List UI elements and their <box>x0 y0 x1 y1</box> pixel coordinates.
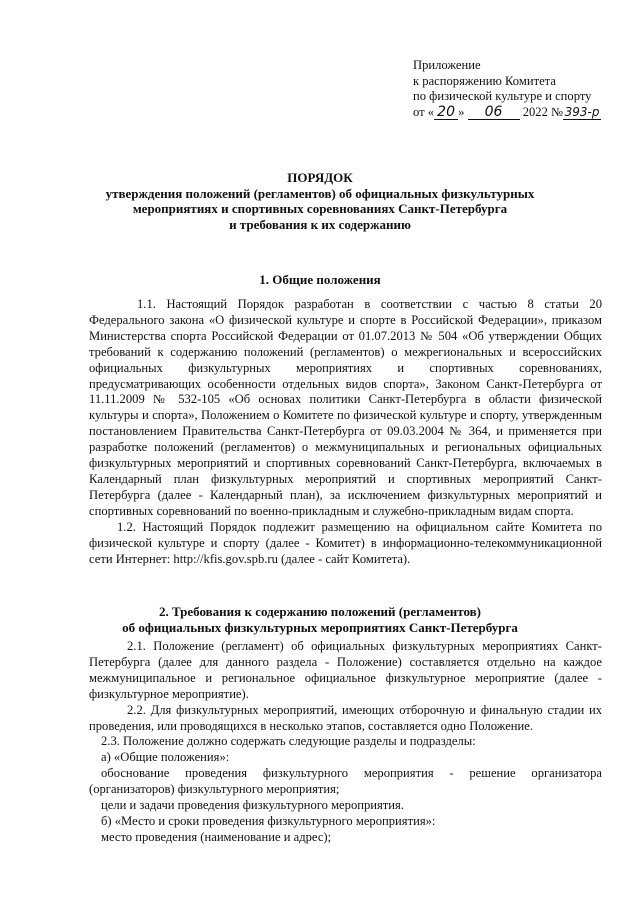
date-day-close: » <box>458 104 465 119</box>
section-2-heading-line-1: 2. Требования к содержанию положений (регламентов) <box>158 604 482 619</box>
title-line-1: ПОРЯДОК <box>287 170 353 185</box>
date-prefix: от « <box>413 104 435 119</box>
paragraph-2-1: 2.1. Положение (регламент) об официальных физкультурных мероприятиях Санкт-Петербурга (далее для данного раздела - Положение) составляется отдельно на каждое межмуниципальное и региональное официальное физкультурное мероприятие (далее - физкультурное мероприятие). <box>89 639 602 701</box>
date-day: 20 <box>434 106 458 120</box>
appendix-date-line <box>413 105 601 121</box>
section-2-heading <box>80 604 560 635</box>
section-1-body <box>89 297 602 567</box>
section-2-heading-line-2: об официальных физкультурных мероприятиях Санкт-Петербурга <box>122 619 518 635</box>
paragraph-2-3: 2.3. Положение должно содержать следующие разделы и подразделы: <box>101 734 476 749</box>
date-month: 06 <box>468 106 520 120</box>
appendix-block <box>413 58 601 120</box>
appendix-line-2: к распоряжению Комитета <box>413 73 556 88</box>
appendix-line-1: Приложение <box>413 58 481 72</box>
date-year: 2022 № <box>522 104 564 119</box>
paragraph-2-2: 2.2. Для физкультурных мероприятий, имеющих отборочную и финальную стадии их проведения, или проводящихся в несколько этапов, составляется одно Положение. <box>89 702 602 733</box>
section-2-body <box>89 639 602 846</box>
paragraph-2-3-b: б) «Место и сроки проведения физкультурного мероприятия»: <box>101 813 436 828</box>
appendix-line-3: по физической культуре и спорту <box>413 89 592 103</box>
title-line-3: мероприятиях и спортивных соревнованиях Санкт-Петербурга <box>132 201 508 216</box>
paragraph-1-1: 1.1. Настоящий Порядок разработан в соответствии с частью 8 статьи 20 Федерального закона «О физической культуре и спорте в Российской Федерации», приказом Министерства спорта Российской Федерации от 01.07.2013 № 504 «Об утверждении Общих требований к содержанию положений (регламентов) о межрегиональных и всероссийских официальных физкультурных мероприятиях и спортивных соревнованиях, предусматривающих особенности отдельных видов спорта», Законом Санкт-Петербурга от 11.11.2009 № 532-105 «Об основах политики Санкт-Петербурга в области физической культуры и спорта», Положением о Комитете по физической культуре и спорту, утвержденным постановлением Правительства Санкт-Петербурга от 09.03.2004 № 364, и применяется при разработке положений (регламентов) о межмуниципальных и региональных официальных физкультурных мероприятий и спортивных соревнований Санкт-Петербурга, включаемых в Календарный план физкультурных мероприятий и спортивных мероприятий Санкт-Петербурга (далее - Календарный план), за исключением физкультурных мероприятий и спортивных соревнований по военно-прикладным и служебно-прикладным видам спорта. <box>89 297 602 518</box>
title-line-2: утверждения положений (регламентов) об официальных физкультурных <box>105 185 535 201</box>
document-title <box>90 170 550 232</box>
paragraph-2-3-b-1: место проведения (наименование и адрес); <box>101 829 332 844</box>
title-line-4: и требования к их содержанию <box>229 216 411 232</box>
paragraph-2-3-a: а) «Общие положения»: <box>101 750 230 765</box>
paragraph-2-3-a-1: обоснование проведения физкультурного мероприятия - решение организатора (организаторов) физкультурного мероприятия; <box>89 766 602 797</box>
order-number: 393-р <box>564 104 600 119</box>
paragraph-2-3-a-2: цели и задачи проведения физкультурного мероприятия. <box>101 798 404 813</box>
section-1-heading: 1. Общие положения <box>259 272 381 287</box>
paragraph-1-2: 1.2. Настоящий Порядок подлежит размещению на официальном сайте Комитета по физической культуре и спорту (далее - Комитет) в информационно-телекоммуникационной сети Интернет: http://kfis.gov.spb.ru (далее - сайт Комитета). <box>89 519 602 566</box>
